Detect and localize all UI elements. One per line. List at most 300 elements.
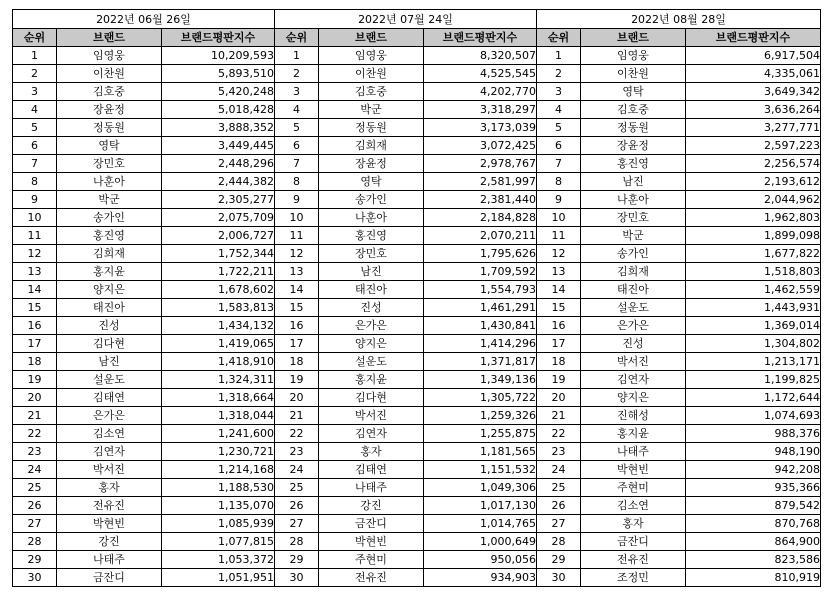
rank-cell: 7 bbox=[13, 155, 57, 173]
brand-cell: 김희재 bbox=[581, 263, 686, 281]
brand-cell: 금잔디 bbox=[57, 569, 162, 587]
ranking-rows bbox=[13, 47, 821, 587]
index-value-cell: 3,277,771 bbox=[686, 119, 821, 137]
brand-cell: 김희재 bbox=[57, 245, 162, 263]
brand-cell: 나훈아 bbox=[581, 191, 686, 209]
table-row bbox=[13, 137, 821, 155]
table-row bbox=[13, 299, 821, 317]
index-value-cell: 3,649,342 bbox=[686, 83, 821, 101]
rank-cell: 13 bbox=[537, 263, 581, 281]
table-row bbox=[13, 155, 821, 173]
index-value-cell: 1,049,306 bbox=[424, 479, 537, 497]
index-value-cell: 1,349,136 bbox=[424, 371, 537, 389]
rank-cell: 9 bbox=[537, 191, 581, 209]
brand-cell: 양지은 bbox=[581, 389, 686, 407]
index-value-cell: 1,722,211 bbox=[162, 263, 275, 281]
rank-cell: 16 bbox=[275, 317, 319, 335]
rank-cell: 25 bbox=[537, 479, 581, 497]
rank-cell: 12 bbox=[275, 245, 319, 263]
brand-cell: 임영웅 bbox=[319, 47, 424, 65]
index-value-cell: 8,320,507 bbox=[424, 47, 537, 65]
index-value-cell: 2,597,223 bbox=[686, 137, 821, 155]
index-value-cell: 1,369,014 bbox=[686, 317, 821, 335]
rank-cell: 13 bbox=[275, 263, 319, 281]
brand-cell: 설운도 bbox=[57, 371, 162, 389]
brand-cell: 김연자 bbox=[57, 443, 162, 461]
table-row bbox=[13, 245, 821, 263]
index-value-cell: 1,518,803 bbox=[686, 263, 821, 281]
index-value-cell: 1,752,344 bbox=[162, 245, 275, 263]
index-value-cell: 1,305,722 bbox=[424, 389, 537, 407]
brand-cell: 장윤정 bbox=[319, 155, 424, 173]
rank-header: 순위 bbox=[275, 29, 319, 47]
table-row bbox=[13, 263, 821, 281]
index-header: 브랜드평판지수 bbox=[686, 29, 821, 47]
index-value-cell: 1,462,559 bbox=[686, 281, 821, 299]
index-value-cell: 1,324,311 bbox=[162, 371, 275, 389]
rank-cell: 26 bbox=[275, 497, 319, 515]
index-value-cell: 2,444,382 bbox=[162, 173, 275, 191]
brand-cell: 김호중 bbox=[581, 101, 686, 119]
index-value-cell: 1,583,813 bbox=[162, 299, 275, 317]
index-value-cell: 1,255,875 bbox=[424, 425, 537, 443]
rank-cell: 27 bbox=[13, 515, 57, 533]
rank-cell: 13 bbox=[13, 263, 57, 281]
rank-cell: 8 bbox=[537, 173, 581, 191]
brand-cell: 홍자 bbox=[57, 479, 162, 497]
table-row bbox=[13, 191, 821, 209]
rank-cell: 3 bbox=[537, 83, 581, 101]
index-value-cell: 3,636,264 bbox=[686, 101, 821, 119]
table-row bbox=[13, 479, 821, 497]
index-value-cell: 5,893,510 bbox=[162, 65, 275, 83]
index-header: 브랜드평판지수 bbox=[162, 29, 275, 47]
brand-cell: 양지은 bbox=[57, 281, 162, 299]
brand-cell: 송가인 bbox=[581, 245, 686, 263]
index-value-cell: 948,190 bbox=[686, 443, 821, 461]
brand-cell: 장민호 bbox=[57, 155, 162, 173]
brand-cell: 태진아 bbox=[581, 281, 686, 299]
rank-cell: 16 bbox=[537, 317, 581, 335]
rank-cell: 2 bbox=[275, 65, 319, 83]
rank-cell: 14 bbox=[537, 281, 581, 299]
index-value-cell: 1,795,626 bbox=[424, 245, 537, 263]
brand-cell: 김희재 bbox=[319, 137, 424, 155]
brand-cell: 박서진 bbox=[57, 461, 162, 479]
brand-cell: 전유진 bbox=[581, 551, 686, 569]
rank-cell: 23 bbox=[13, 443, 57, 461]
rank-cell: 12 bbox=[13, 245, 57, 263]
rank-cell: 30 bbox=[275, 569, 319, 587]
table-row bbox=[13, 371, 821, 389]
rank-cell: 30 bbox=[13, 569, 57, 587]
brand-cell: 정동원 bbox=[581, 119, 686, 137]
index-value-cell: 2,305,277 bbox=[162, 191, 275, 209]
index-value-cell: 2,044,962 bbox=[686, 191, 821, 209]
brand-cell: 홍진영 bbox=[319, 227, 424, 245]
column-header-row bbox=[13, 29, 821, 47]
brand-cell: 남진 bbox=[319, 263, 424, 281]
index-value-cell: 870,768 bbox=[686, 515, 821, 533]
index-value-cell: 3,173,039 bbox=[424, 119, 537, 137]
index-header: 브랜드평판지수 bbox=[424, 29, 537, 47]
brand-cell: 진성 bbox=[581, 335, 686, 353]
brand-cell: 김다현 bbox=[57, 335, 162, 353]
brand-cell: 홍자 bbox=[319, 443, 424, 461]
table-row bbox=[13, 551, 821, 569]
table-row bbox=[13, 425, 821, 443]
rank-cell: 10 bbox=[13, 209, 57, 227]
rank-cell: 22 bbox=[275, 425, 319, 443]
brand-cell: 나훈아 bbox=[319, 209, 424, 227]
rank-cell: 17 bbox=[275, 335, 319, 353]
table-row bbox=[13, 407, 821, 425]
index-value-cell: 1,241,600 bbox=[162, 425, 275, 443]
brand-cell: 김호중 bbox=[57, 83, 162, 101]
brand-cell: 나훈아 bbox=[57, 173, 162, 191]
index-value-cell: 2,256,574 bbox=[686, 155, 821, 173]
rank-cell: 19 bbox=[537, 371, 581, 389]
index-value-cell: 1,181,565 bbox=[424, 443, 537, 461]
period-date: 2022년 08월 28일 bbox=[537, 10, 821, 29]
index-value-cell: 1,554,793 bbox=[424, 281, 537, 299]
rank-cell: 29 bbox=[537, 551, 581, 569]
brand-cell: 진성 bbox=[319, 299, 424, 317]
table-row bbox=[13, 353, 821, 371]
brand-cell: 주현미 bbox=[581, 479, 686, 497]
brand-cell: 강진 bbox=[57, 533, 162, 551]
rank-cell: 11 bbox=[13, 227, 57, 245]
index-value-cell: 1,188,530 bbox=[162, 479, 275, 497]
rank-cell: 5 bbox=[537, 119, 581, 137]
rank-cell: 28 bbox=[275, 533, 319, 551]
rank-cell: 5 bbox=[275, 119, 319, 137]
rank-cell: 4 bbox=[275, 101, 319, 119]
brand-cell: 정동원 bbox=[57, 119, 162, 137]
index-value-cell: 2,070,211 bbox=[424, 227, 537, 245]
index-value-cell: 3,449,445 bbox=[162, 137, 275, 155]
index-value-cell: 2,075,709 bbox=[162, 209, 275, 227]
rank-cell: 27 bbox=[537, 515, 581, 533]
brand-header: 브랜드 bbox=[581, 29, 686, 47]
rank-cell: 8 bbox=[13, 173, 57, 191]
index-value-cell: 1,230,721 bbox=[162, 443, 275, 461]
index-value-cell: 1,085,939 bbox=[162, 515, 275, 533]
table-row bbox=[13, 119, 821, 137]
brand-cell: 홍지윤 bbox=[581, 425, 686, 443]
index-value-cell: 810,919 bbox=[686, 569, 821, 587]
brand-cell: 홍진영 bbox=[581, 155, 686, 173]
index-value-cell: 3,318,297 bbox=[424, 101, 537, 119]
rank-cell: 19 bbox=[275, 371, 319, 389]
index-value-cell: 1,461,291 bbox=[424, 299, 537, 317]
rank-cell: 3 bbox=[13, 83, 57, 101]
index-value-cell: 2,184,828 bbox=[424, 209, 537, 227]
brand-cell: 장윤정 bbox=[581, 137, 686, 155]
table-row bbox=[13, 101, 821, 119]
rank-cell: 21 bbox=[13, 407, 57, 425]
rank-cell: 10 bbox=[275, 209, 319, 227]
brand-cell: 김소연 bbox=[581, 497, 686, 515]
index-value-cell: 2,978,767 bbox=[424, 155, 537, 173]
rank-cell: 24 bbox=[275, 461, 319, 479]
rank-cell: 11 bbox=[275, 227, 319, 245]
rank-cell: 30 bbox=[537, 569, 581, 587]
rank-cell: 22 bbox=[13, 425, 57, 443]
index-value-cell: 1,418,910 bbox=[162, 353, 275, 371]
brand-cell: 박서진 bbox=[581, 353, 686, 371]
brand-cell: 전유진 bbox=[57, 497, 162, 515]
index-value-cell: 988,376 bbox=[686, 425, 821, 443]
table-row bbox=[13, 461, 821, 479]
brand-cell: 김소연 bbox=[57, 425, 162, 443]
brand-reputation-ranking bbox=[12, 9, 820, 586]
brand-cell: 홍진영 bbox=[57, 227, 162, 245]
ranking-table bbox=[12, 9, 821, 587]
rank-cell: 3 bbox=[275, 83, 319, 101]
brand-cell: 임영웅 bbox=[57, 47, 162, 65]
rank-cell: 23 bbox=[275, 443, 319, 461]
index-value-cell: 1,014,765 bbox=[424, 515, 537, 533]
index-value-cell: 2,381,440 bbox=[424, 191, 537, 209]
rank-cell: 21 bbox=[537, 407, 581, 425]
index-value-cell: 3,072,425 bbox=[424, 137, 537, 155]
rank-cell: 11 bbox=[537, 227, 581, 245]
table-row bbox=[13, 317, 821, 335]
rank-cell: 1 bbox=[537, 47, 581, 65]
rank-cell: 7 bbox=[537, 155, 581, 173]
index-value-cell: 1,214,168 bbox=[162, 461, 275, 479]
brand-cell: 설운도 bbox=[319, 353, 424, 371]
index-value-cell: 6,917,504 bbox=[686, 47, 821, 65]
rank-cell: 6 bbox=[275, 137, 319, 155]
index-value-cell: 1,000,649 bbox=[424, 533, 537, 551]
brand-cell: 은가은 bbox=[57, 407, 162, 425]
rank-cell: 7 bbox=[275, 155, 319, 173]
table-row bbox=[13, 335, 821, 353]
brand-cell: 진성 bbox=[57, 317, 162, 335]
rank-cell: 20 bbox=[275, 389, 319, 407]
index-value-cell: 1,430,841 bbox=[424, 317, 537, 335]
brand-cell: 장윤정 bbox=[57, 101, 162, 119]
index-value-cell: 2,193,612 bbox=[686, 173, 821, 191]
rank-cell: 16 bbox=[13, 317, 57, 335]
index-value-cell: 4,202,770 bbox=[424, 83, 537, 101]
index-value-cell: 1,318,044 bbox=[162, 407, 275, 425]
rank-cell: 20 bbox=[13, 389, 57, 407]
rank-cell: 27 bbox=[275, 515, 319, 533]
index-value-cell: 1,199,825 bbox=[686, 371, 821, 389]
rank-cell: 1 bbox=[13, 47, 57, 65]
rank-cell: 4 bbox=[537, 101, 581, 119]
index-value-cell: 1,074,693 bbox=[686, 407, 821, 425]
rank-cell: 25 bbox=[275, 479, 319, 497]
index-value-cell: 1,213,171 bbox=[686, 353, 821, 371]
index-value-cell: 934,903 bbox=[424, 569, 537, 587]
index-value-cell: 1,304,802 bbox=[686, 335, 821, 353]
table-row bbox=[13, 65, 821, 83]
rank-cell: 28 bbox=[537, 533, 581, 551]
rank-cell: 4 bbox=[13, 101, 57, 119]
rank-cell: 6 bbox=[537, 137, 581, 155]
rank-cell: 22 bbox=[537, 425, 581, 443]
rank-cell: 14 bbox=[13, 281, 57, 299]
brand-cell: 영탁 bbox=[581, 83, 686, 101]
rank-cell: 28 bbox=[13, 533, 57, 551]
brand-cell: 박군 bbox=[57, 191, 162, 209]
table-row bbox=[13, 47, 821, 65]
index-value-cell: 1,962,803 bbox=[686, 209, 821, 227]
rank-cell: 26 bbox=[13, 497, 57, 515]
table-row bbox=[13, 281, 821, 299]
index-value-cell: 1,678,602 bbox=[162, 281, 275, 299]
index-value-cell: 1,135,070 bbox=[162, 497, 275, 515]
brand-cell: 김다현 bbox=[319, 389, 424, 407]
brand-cell: 이찬원 bbox=[581, 65, 686, 83]
brand-cell: 양지은 bbox=[319, 335, 424, 353]
brand-cell: 김태연 bbox=[319, 461, 424, 479]
brand-cell: 진해성 bbox=[581, 407, 686, 425]
index-value-cell: 1,371,817 bbox=[424, 353, 537, 371]
brand-cell: 김연자 bbox=[581, 371, 686, 389]
index-value-cell: 1,172,644 bbox=[686, 389, 821, 407]
brand-cell: 이찬원 bbox=[57, 65, 162, 83]
index-value-cell: 10,209,593 bbox=[162, 47, 275, 65]
brand-cell: 송가인 bbox=[319, 191, 424, 209]
brand-cell: 태진아 bbox=[57, 299, 162, 317]
rank-cell: 8 bbox=[275, 173, 319, 191]
rank-cell: 21 bbox=[275, 407, 319, 425]
index-value-cell: 1,443,931 bbox=[686, 299, 821, 317]
rank-cell: 6 bbox=[13, 137, 57, 155]
brand-cell: 남진 bbox=[57, 353, 162, 371]
rank-cell: 29 bbox=[13, 551, 57, 569]
brand-cell: 강진 bbox=[319, 497, 424, 515]
rank-cell: 9 bbox=[275, 191, 319, 209]
index-value-cell: 864,900 bbox=[686, 533, 821, 551]
index-value-cell: 1,419,065 bbox=[162, 335, 275, 353]
rank-cell: 20 bbox=[537, 389, 581, 407]
brand-cell: 박군 bbox=[319, 101, 424, 119]
rank-cell: 5 bbox=[13, 119, 57, 137]
index-value-cell: 5,420,248 bbox=[162, 83, 275, 101]
brand-cell: 홍지윤 bbox=[57, 263, 162, 281]
index-value-cell: 1,414,296 bbox=[424, 335, 537, 353]
index-value-cell: 1,053,372 bbox=[162, 551, 275, 569]
index-value-cell: 4,335,061 bbox=[686, 65, 821, 83]
brand-cell: 조정민 bbox=[581, 569, 686, 587]
rank-cell: 25 bbox=[13, 479, 57, 497]
brand-cell: 설운도 bbox=[581, 299, 686, 317]
brand-cell: 송가인 bbox=[57, 209, 162, 227]
index-value-cell: 1,259,326 bbox=[424, 407, 537, 425]
rank-cell: 17 bbox=[13, 335, 57, 353]
brand-cell: 장민호 bbox=[581, 209, 686, 227]
rank-cell: 2 bbox=[13, 65, 57, 83]
brand-cell: 장민호 bbox=[319, 245, 424, 263]
index-value-cell: 1,017,130 bbox=[424, 497, 537, 515]
rank-cell: 17 bbox=[537, 335, 581, 353]
table-row bbox=[13, 209, 821, 227]
index-value-cell: 1,899,098 bbox=[686, 227, 821, 245]
brand-cell: 박서진 bbox=[319, 407, 424, 425]
brand-cell: 김호중 bbox=[319, 83, 424, 101]
brand-cell: 박현빈 bbox=[57, 515, 162, 533]
rank-cell: 23 bbox=[537, 443, 581, 461]
rank-cell: 14 bbox=[275, 281, 319, 299]
rank-cell: 15 bbox=[275, 299, 319, 317]
brand-cell: 금잔디 bbox=[319, 515, 424, 533]
table-row bbox=[13, 83, 821, 101]
table-row bbox=[13, 173, 821, 191]
table-row bbox=[13, 227, 821, 245]
brand-header: 브랜드 bbox=[57, 29, 162, 47]
table-row bbox=[13, 389, 821, 407]
index-value-cell: 2,006,727 bbox=[162, 227, 275, 245]
rank-header: 순위 bbox=[537, 29, 581, 47]
brand-cell: 박현빈 bbox=[581, 461, 686, 479]
brand-cell: 김태연 bbox=[57, 389, 162, 407]
index-value-cell: 1,677,822 bbox=[686, 245, 821, 263]
brand-cell: 전유진 bbox=[319, 569, 424, 587]
rank-cell: 1 bbox=[275, 47, 319, 65]
brand-cell: 임영웅 bbox=[581, 47, 686, 65]
index-value-cell: 2,581,997 bbox=[424, 173, 537, 191]
brand-cell: 박현빈 bbox=[319, 533, 424, 551]
rank-cell: 15 bbox=[537, 299, 581, 317]
brand-cell: 영탁 bbox=[319, 173, 424, 191]
brand-cell: 주현미 bbox=[319, 551, 424, 569]
rank-cell: 24 bbox=[13, 461, 57, 479]
rank-cell: 18 bbox=[537, 353, 581, 371]
table-row bbox=[13, 497, 821, 515]
index-value-cell: 4,525,545 bbox=[424, 65, 537, 83]
index-value-cell: 935,366 bbox=[686, 479, 821, 497]
brand-cell: 이찬원 bbox=[319, 65, 424, 83]
brand-cell: 나태주 bbox=[319, 479, 424, 497]
brand-cell: 나태주 bbox=[581, 443, 686, 461]
rank-header: 순위 bbox=[13, 29, 57, 47]
period-date: 2022년 07월 24일 bbox=[275, 10, 537, 29]
table-row bbox=[13, 533, 821, 551]
index-value-cell: 1,077,815 bbox=[162, 533, 275, 551]
index-value-cell: 1,318,664 bbox=[162, 389, 275, 407]
brand-cell: 남진 bbox=[581, 173, 686, 191]
brand-cell: 은가은 bbox=[581, 317, 686, 335]
rank-cell: 19 bbox=[13, 371, 57, 389]
rank-cell: 29 bbox=[275, 551, 319, 569]
index-value-cell: 2,448,296 bbox=[162, 155, 275, 173]
index-value-cell: 1,434,132 bbox=[162, 317, 275, 335]
rank-cell: 15 bbox=[13, 299, 57, 317]
index-value-cell: 942,208 bbox=[686, 461, 821, 479]
brand-cell: 은가은 bbox=[319, 317, 424, 335]
rank-cell: 24 bbox=[537, 461, 581, 479]
brand-cell: 홍지윤 bbox=[319, 371, 424, 389]
index-value-cell: 1,051,951 bbox=[162, 569, 275, 587]
brand-cell: 금잔디 bbox=[581, 533, 686, 551]
rank-cell: 2 bbox=[537, 65, 581, 83]
rank-cell: 10 bbox=[537, 209, 581, 227]
date-header-row bbox=[13, 10, 821, 29]
table-row bbox=[13, 443, 821, 461]
rank-cell: 9 bbox=[13, 191, 57, 209]
brand-cell: 영탁 bbox=[57, 137, 162, 155]
index-value-cell: 879,542 bbox=[686, 497, 821, 515]
rank-cell: 18 bbox=[275, 353, 319, 371]
table-row bbox=[13, 515, 821, 533]
index-value-cell: 1,709,592 bbox=[424, 263, 537, 281]
